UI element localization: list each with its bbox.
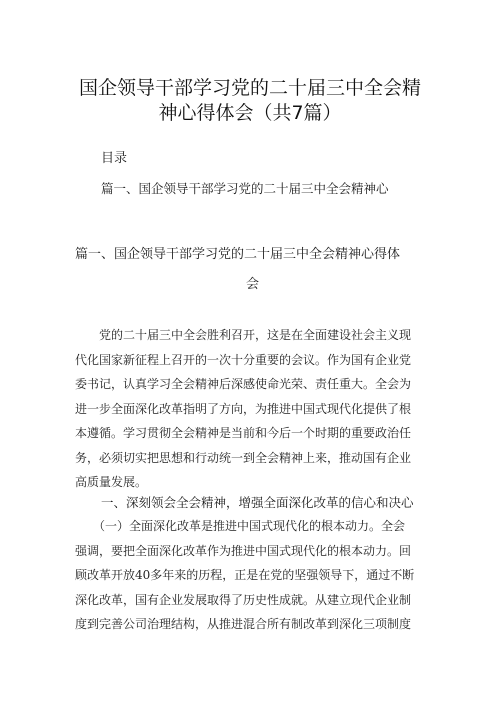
- paragraph-line: 顾改革开放40多年来的历程，正是在党的坚强领导下，通过不断: [75, 568, 415, 582]
- paragraph-line: 委书记，认真学习全会精神后深感使命光荣、责任重大。全会为: [75, 377, 412, 391]
- body-subheading-1: 一、深刻领会全会精神，增强全面深化改革的信心和决心: [101, 495, 414, 510]
- document-title-line-2: 神心得体会（共7篇）: [158, 102, 342, 124]
- paragraph-line: 本遵循。学习贯彻全会精神是当前和今后一个时期的重要政治任: [75, 426, 412, 440]
- paragraph-line: 度到完善公司治理结构，从推进混合所有制改革到深化三项制度: [75, 617, 412, 631]
- paragraph-line: 代化国家新征程上召开的一次十分重要的会议。作为国有企业党: [75, 352, 412, 367]
- toc-heading: 目录: [101, 151, 128, 166]
- section-title-line-1: 篇一、国企领导干部学习党的二十届三中全会精神心得体: [75, 247, 401, 262]
- paragraph-line: 高质量发展。: [75, 475, 148, 489]
- paragraph-line: 强调，要把全面深化改革作为推进中国式现代化的根本动力。回: [75, 543, 412, 558]
- paragraph-line: 党的二十届三中全会胜利召开，这是在全面建设社会主义现: [75, 328, 412, 342]
- body-paragraph-2: [75, 514, 431, 637]
- section-title-line-2: 会: [246, 277, 260, 292]
- paragraph-line: （一）全面深化改革是推进中国式现代化的根本动力。全会: [75, 519, 406, 533]
- paragraph-line: 进一步全面深化改革指明了方向，为推进中国式现代化提供了根: [75, 401, 412, 416]
- paragraph-line: 务，必须切实把思想和行动统一到全会精神上来，推动国有企业: [75, 450, 412, 465]
- toc-item-1[interactable]: 篇一、国企领导干部学习党的二十届三中全会精神心: [101, 181, 389, 196]
- body-paragraph-1: [75, 323, 431, 495]
- document-title-line-1: 国企领导干部学习党的二十届三中全会精: [78, 77, 421, 99]
- paragraph-line: 深化改革，国有企业发展取得了历史性成就。从建立现代企业制: [75, 592, 412, 607]
